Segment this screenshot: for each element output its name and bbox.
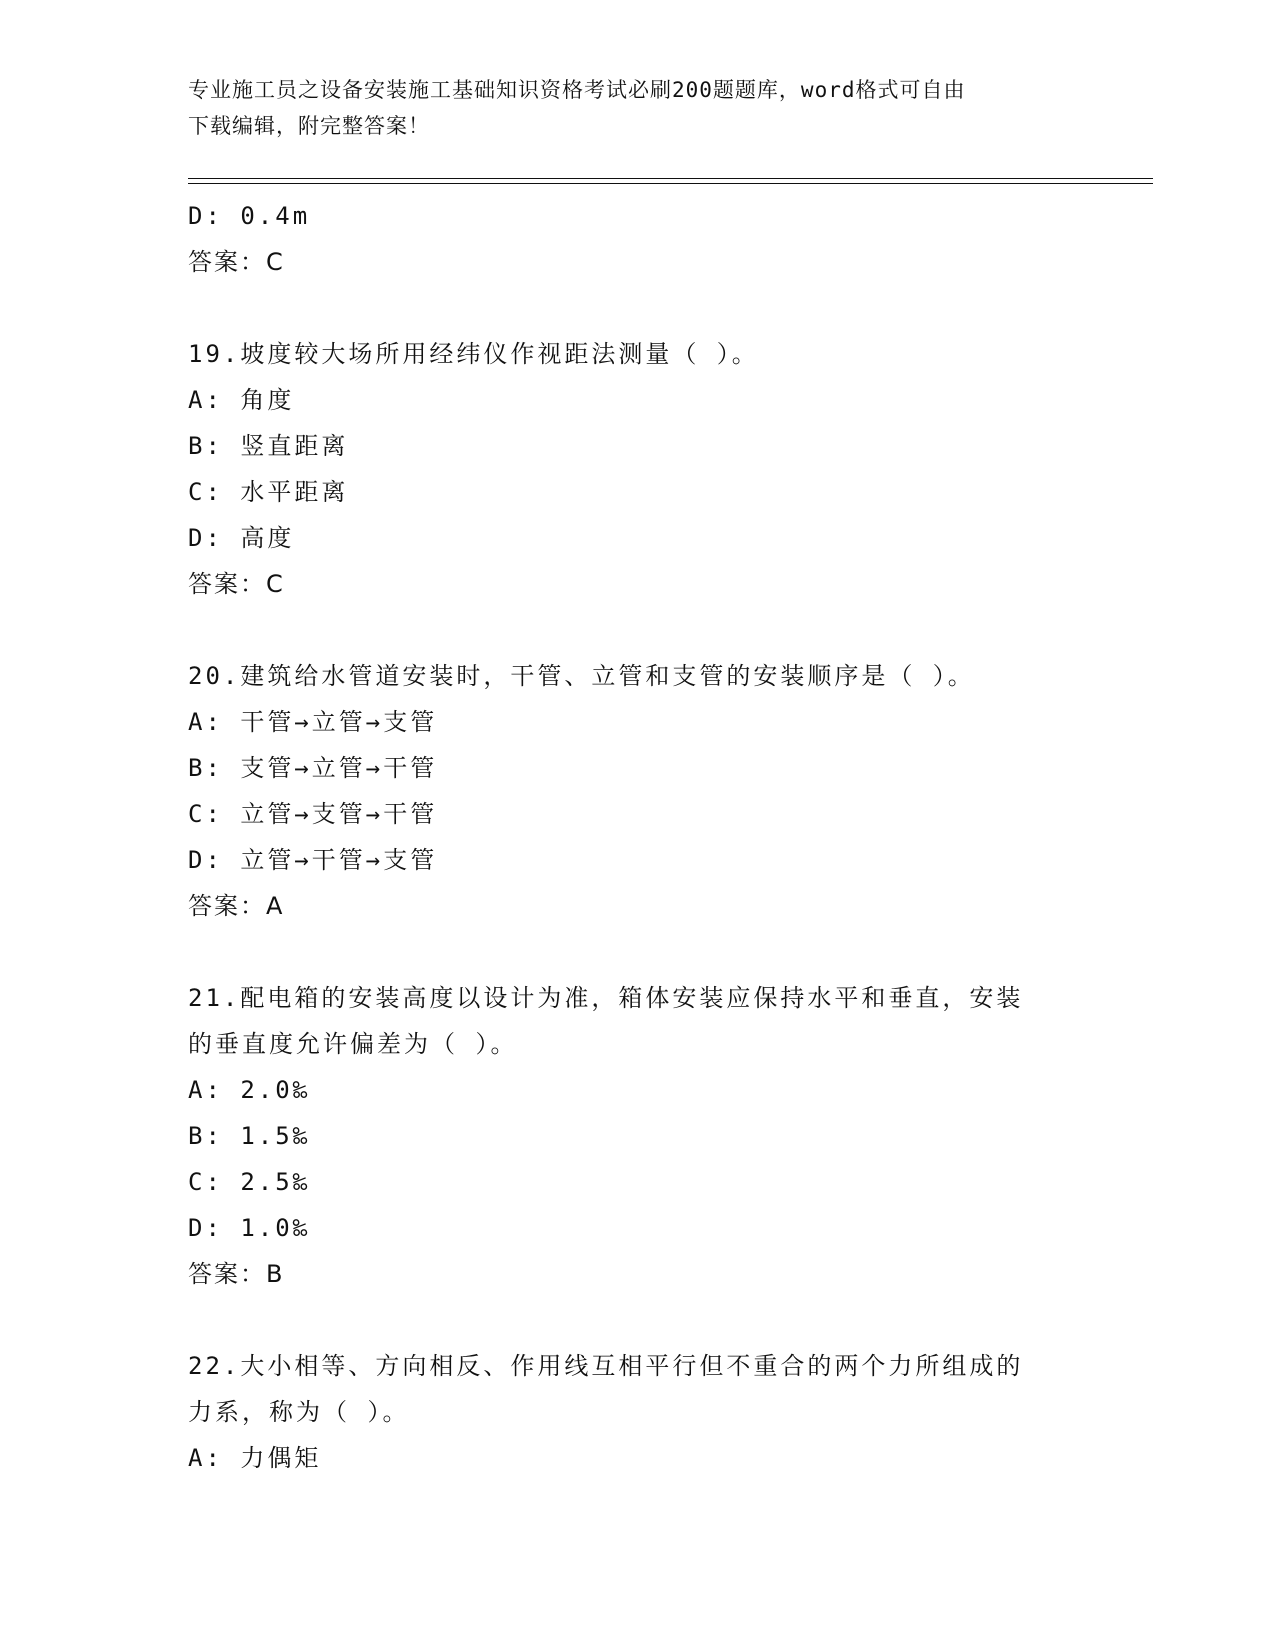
- question-text: 20.建筑给水管道安装时，干管、立管和支管的安装顺序是（ ）。: [188, 662, 975, 690]
- question-text: 19.坡度较大场所用经纬仪作视距法测量（ ）。: [188, 340, 759, 368]
- question-text: 21.配电箱的安装高度以设计为准，箱体安装应保持水平和垂直，安装: [188, 984, 1024, 1012]
- question-text-cont: 力系，称为（ ）。: [188, 1398, 410, 1426]
- option-d: D: 1.0‰: [188, 1214, 311, 1242]
- question-text-cont: 的垂直度允许偏差为（ ）。: [188, 1030, 518, 1058]
- option-c: C: 2.5‰: [188, 1168, 311, 1196]
- question-20: [188, 653, 1088, 929]
- option-c: C: 水平距离: [188, 478, 349, 506]
- option-a: A: 角度: [188, 386, 295, 414]
- question-21: [188, 975, 1088, 1297]
- answer-line: 答案：C: [188, 570, 285, 598]
- option-a: A: 干管→立管→支管: [188, 708, 438, 736]
- header-divider-top: [188, 178, 1153, 179]
- question-text: 22.大小相等、方向相反、作用线互相平行但不重合的两个力所组成的: [188, 1352, 1024, 1380]
- option-b: B: 1.5‰: [188, 1122, 311, 1150]
- option-b: B: 竖直距离: [188, 432, 349, 460]
- option-b: B: 支管→立管→干管: [188, 754, 438, 782]
- answer-line: 答案：A: [188, 892, 285, 920]
- option-c: C: 立管→支管→干管: [188, 800, 438, 828]
- option-d: D: 高度: [188, 524, 295, 552]
- document-body: [188, 193, 1088, 1481]
- option-d: D: 立管→干管→支管: [188, 846, 438, 874]
- document-header: [188, 72, 1068, 144]
- option-a: A: 2.0‰: [188, 1076, 311, 1104]
- answer-line: 答案：C: [188, 248, 285, 276]
- header-divider-bottom: [188, 183, 1153, 184]
- header-line-2: 下载编辑，附完整答案！: [188, 114, 430, 138]
- question-19: [188, 331, 1088, 607]
- header-line-1: 专业施工员之设备安装施工基础知识资格考试必刷200题题库，word格式可自由: [188, 78, 966, 102]
- answer-line: 答案：B: [188, 1260, 285, 1288]
- option-d: D: 0.4m: [188, 202, 311, 230]
- question-22: [188, 1343, 1088, 1481]
- option-a: A: 力偶矩: [188, 1444, 322, 1472]
